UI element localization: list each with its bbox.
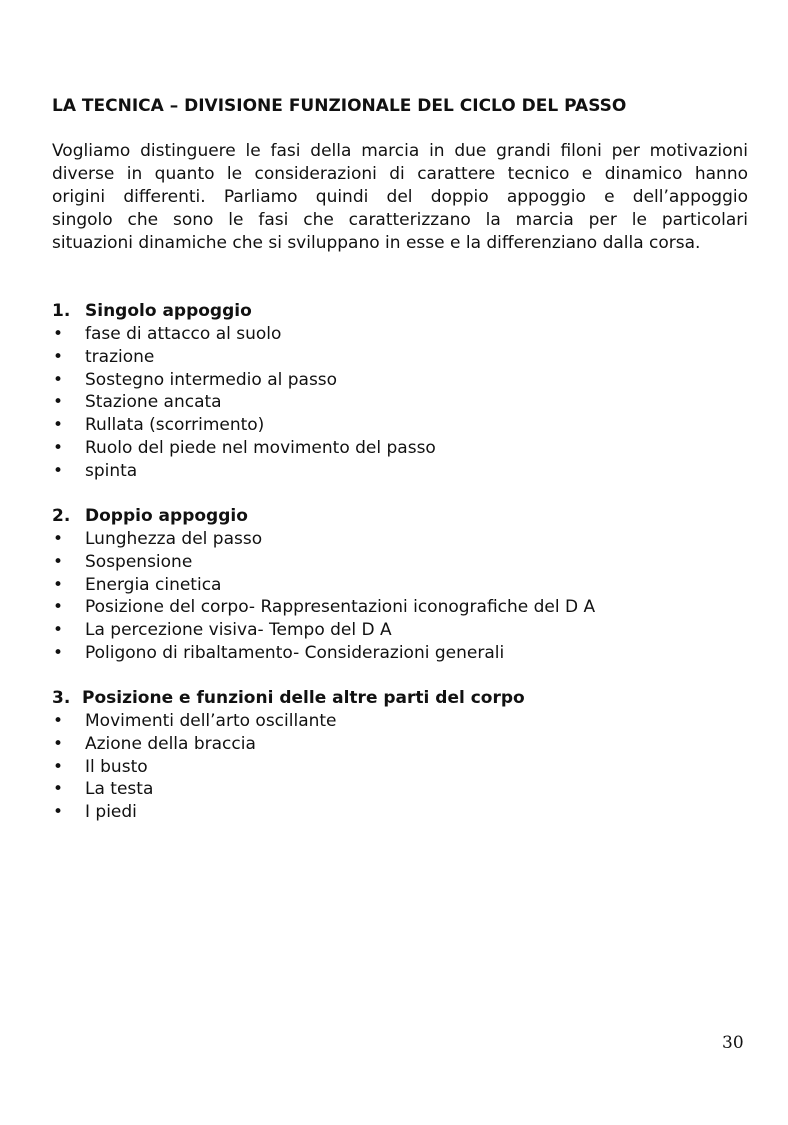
- section-title: Doppio appoggio: [85, 506, 248, 526]
- bullet-icon: •: [53, 437, 64, 458]
- section-heading: [52, 300, 752, 323]
- list-item: [52, 346, 752, 369]
- list-item: [52, 391, 752, 414]
- page-number: 30: [722, 1033, 744, 1053]
- list-item: [52, 710, 752, 733]
- bullet-icon: •: [53, 346, 64, 367]
- list-item: [52, 801, 752, 824]
- bullet-icon: •: [53, 733, 64, 754]
- section-title: Posizione e funzioni delle altre parti del corpo: [82, 688, 525, 708]
- intro-line: Vogliamo distinguere le fasi della marcia in due grandi filoni per motivazioni: [52, 141, 748, 161]
- bullet-icon: •: [53, 551, 64, 572]
- list-item: [52, 619, 752, 642]
- section-number: 2.: [52, 506, 71, 526]
- list-item-text: Energia cinetica: [85, 574, 222, 595]
- list-item: [52, 528, 752, 551]
- bullet-icon: •: [53, 620, 64, 641]
- bullet-icon: •: [53, 392, 64, 413]
- intro-line: situazioni dinamiche che si sviluppano in esse e la differenziano dalla corsa.: [52, 233, 701, 253]
- list-item: [52, 596, 752, 619]
- list-item-text: Stazione ancata: [85, 392, 222, 413]
- list-item: [52, 574, 752, 597]
- section-altre-parti-del-corpo: [52, 687, 752, 824]
- list-item-text: fase di attacco al suolo: [85, 324, 282, 344]
- list-item-text: Sostegno intermedio al passo: [85, 369, 338, 390]
- list-item: [52, 460, 752, 483]
- list-item-text: Movimenti dell’arto oscillante: [85, 711, 337, 731]
- bullet-icon: •: [53, 529, 64, 549]
- intro-line: origini differenti. Parliamo quindi del doppio appoggio e dell’appoggio: [52, 187, 748, 207]
- list-item-text: Il busto: [85, 756, 148, 777]
- list-item-text: I piedi: [85, 802, 137, 823]
- list-item-text: Poligono di ribaltamento- Considerazioni generali: [85, 642, 505, 663]
- list-item: [52, 323, 752, 346]
- bullet-icon: •: [53, 756, 64, 777]
- list-item: [52, 437, 752, 460]
- list-item: [52, 778, 752, 801]
- list-item-text: La testa: [85, 779, 154, 800]
- section-number: 1.: [52, 301, 71, 321]
- bullet-icon: •: [53, 711, 64, 731]
- intro-line: diverse in quanto le considerazioni di carattere tecnico e dinamico hanno: [52, 164, 748, 184]
- intro-line: singolo che sono le fasi che caratterizzano la marcia per le particolari: [52, 210, 748, 230]
- list-item: [52, 551, 752, 574]
- section-heading: [52, 505, 752, 528]
- list-item-text: Rullata (scorrimento): [85, 415, 265, 436]
- list-item-text: Lunghezza del passo: [85, 529, 263, 549]
- bullet-icon: •: [53, 597, 64, 618]
- bullet-list: [52, 710, 752, 824]
- list-item-text: Posizione del corpo- Rappresentazioni iconografiche del D A: [85, 597, 596, 618]
- page-title: LA TECNICA – DIVISIONE FUNZIONALE DEL CICLO DEL PASSO: [52, 96, 627, 116]
- list-item-text: La percezione visiva- Tempo del D A: [85, 620, 392, 641]
- list-item: [52, 414, 752, 437]
- bullet-icon: •: [53, 642, 64, 663]
- section-singolo-appoggio: [52, 300, 752, 483]
- list-item-text: spinta: [85, 460, 138, 481]
- section-heading: [52, 687, 752, 710]
- section-title: Singolo appoggio: [85, 301, 252, 321]
- list-item-text: Azione della braccia: [85, 733, 256, 754]
- bullet-icon: •: [53, 324, 64, 344]
- list-item: [52, 756, 752, 779]
- bullet-icon: •: [53, 415, 64, 436]
- list-item: [52, 733, 752, 756]
- section-number: 3.: [52, 688, 71, 708]
- list-item-text: Ruolo del piede nel movimento del passo: [85, 437, 436, 458]
- bullet-list: [52, 323, 752, 483]
- intro-paragraph: [52, 140, 748, 255]
- list-item-text: trazione: [85, 346, 155, 367]
- bullet-list: [52, 528, 752, 665]
- list-item: [52, 369, 752, 392]
- section-doppio-appoggio: [52, 505, 752, 665]
- bullet-icon: •: [53, 779, 64, 800]
- bullet-icon: •: [53, 460, 64, 481]
- list-item-text: Sospensione: [85, 551, 193, 572]
- bullet-icon: •: [53, 802, 64, 823]
- bullet-icon: •: [53, 369, 64, 390]
- bullet-icon: •: [53, 574, 64, 595]
- list-item: [52, 642, 752, 665]
